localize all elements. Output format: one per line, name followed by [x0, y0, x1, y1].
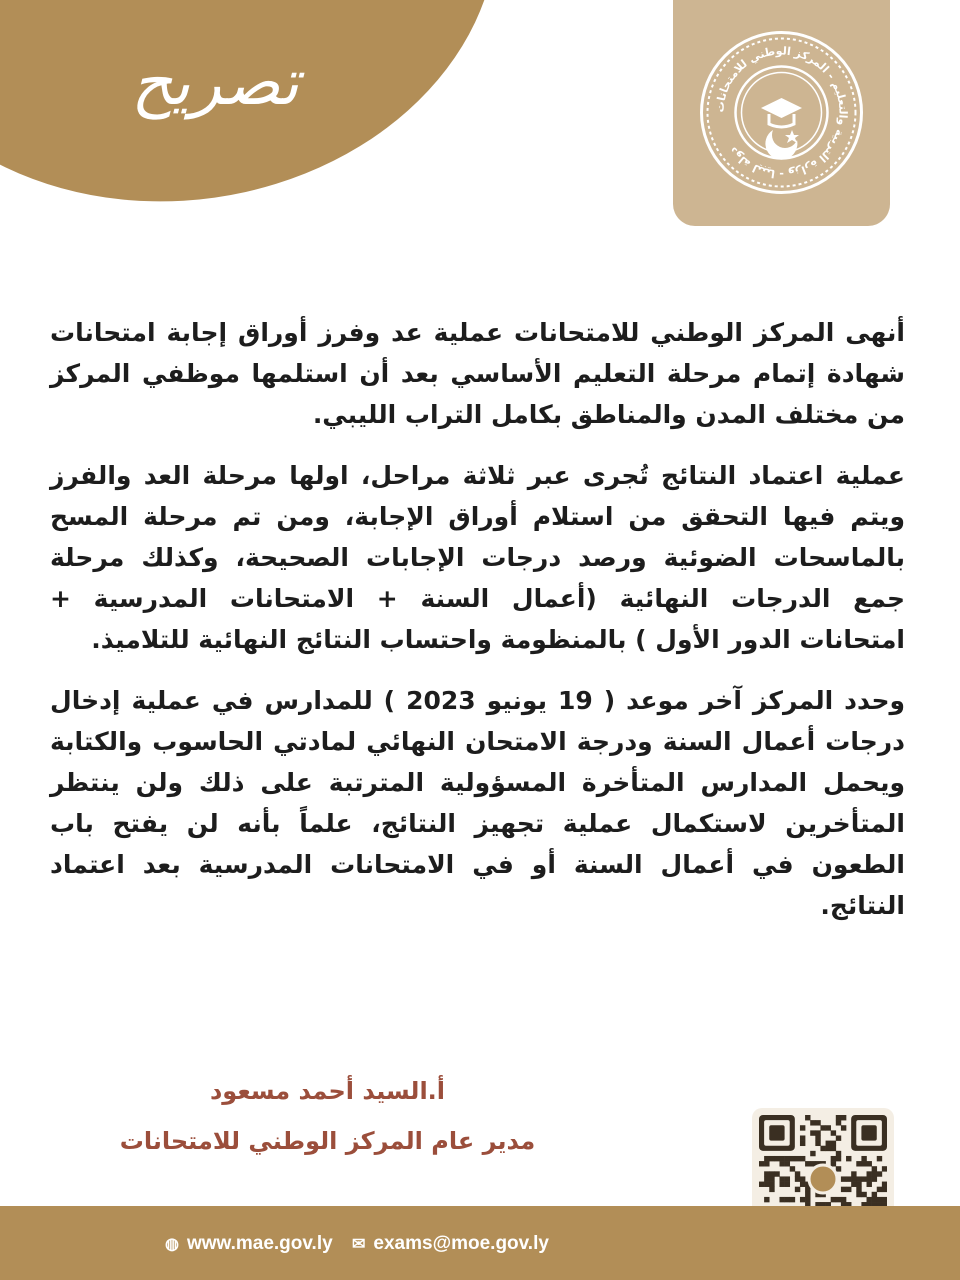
signatory-role: مدير عام المركز الوطني للامتحانات: [119, 1127, 536, 1155]
paragraph-1: أنهى المركز الوطني للامتحانات عملية عد وفرز أوراق إجابة امتحانات شهادة إتمام مرحلة التعليم الأساسي بعد أن استلمها موظفي المركز من مختلف المدن والمناطق بكامل التراب الليبي.: [50, 318, 905, 429]
signatory-name: أ.السيد أحمد مسعود: [209, 1077, 446, 1105]
footer-bar: [0, 1206, 960, 1280]
logo-card: [673, 0, 890, 226]
website-link[interactable]: www.mae.gov.ly: [186, 1233, 333, 1254]
paragraph-3: وحدد المركز آخر موعد ( 19 يونيو 2023 ) للمدارس في عملية إدخال درجات أعمال السنة ودرجة الامتحان النهائي لمادتي الحاسوب والكتابة ويحمل المدارس المتأخرة المسؤولية المترتبة على ذلك ولن ينتظر المتأخرين لاستكمال عملية تجهيز النتائج، علماً بأنه لن يفتح باب الطعون في أعمال السنة أو في الامتحانات المدرسية بعد اعتماد النتائج.: [50, 686, 906, 920]
website-contact[interactable]: [165, 1230, 333, 1258]
envelope-icon: ✉: [352, 1236, 366, 1253]
globe-icon: ◍: [165, 1236, 179, 1253]
ministry-logo: [699, 30, 864, 195]
svg-text:دولة ليبيا - وزارة التربية وال: دولة ليبيا - وزارة التربية والتعليم - المركز الوطني للامتحانات: [713, 44, 850, 181]
signature-block: [100, 1066, 555, 1166]
email-contact[interactable]: [352, 1230, 549, 1258]
paragraph-2: عملية اعتماد النتائج تُجرى عبر ثلاثة مراحل، اولها مرحلة العد والفرز ويتم فيها التحقق من استلام أوراق الإجابة، ومن تم مرحلة المسح بالماسحات الضوئية ورصد درجات الإجابات الصحيحة، وكذلك مرحلة جمع الدرجات النهائية (أعمال السنة + الامتحانات المدرسية + امتحانات الدور الأول ) بالمنظومة واحتساب النتائج النهائية للتلاميذ.: [50, 461, 905, 654]
email-link[interactable]: exams@moe.gov.ly: [373, 1233, 549, 1254]
statement-body: [50, 312, 905, 946]
page-title: تصريح: [131, 46, 299, 120]
